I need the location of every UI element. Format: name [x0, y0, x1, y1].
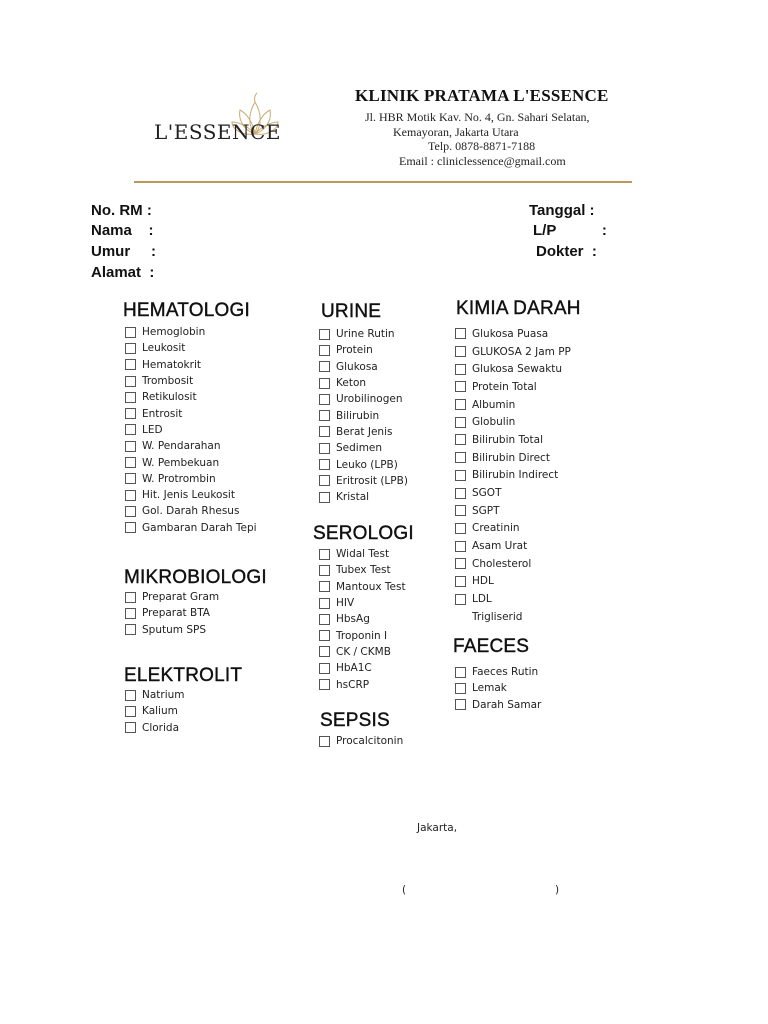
checkbox-label: Darah Samar: [472, 698, 542, 711]
checkbox-kimia-darah-8[interactable]: [455, 470, 466, 481]
checkbox-serologi-0[interactable]: [319, 549, 330, 560]
checklist-faeces: [455, 664, 541, 713]
checklist-item: [125, 622, 219, 638]
checkbox-label: LDL: [472, 593, 492, 606]
checkbox-label: Protein: [336, 344, 373, 357]
checkbox-kimia-darah-13[interactable]: [455, 558, 466, 569]
checklist-item: [455, 590, 571, 608]
checkbox-kimia-darah-1[interactable]: [455, 346, 466, 357]
header-divider: [134, 181, 632, 183]
checkbox-urine-1[interactable]: [319, 345, 330, 356]
checklist-item: [319, 595, 406, 611]
checkbox-serologi-6[interactable]: [319, 646, 330, 657]
checkbox-label: SGPT: [472, 504, 500, 517]
checkbox-hematologi-10[interactable]: [125, 490, 136, 501]
checklist-hematologi: [125, 324, 257, 536]
checkbox-label: Asam Urat: [472, 540, 528, 553]
checklist-item: [125, 438, 257, 454]
signature-open-paren: (: [402, 884, 407, 896]
checklist-item: [125, 340, 257, 356]
checkbox-label: Glukosa: [336, 360, 378, 373]
checkbox-label: Leukosit: [142, 342, 186, 355]
checkbox-urine-0[interactable]: [319, 329, 330, 340]
field-tanggal: Tanggal :: [529, 202, 595, 219]
checklist-item: [125, 454, 257, 470]
checklist-item: [319, 579, 406, 595]
checkbox-label: Hit. Jenis Leukosit: [142, 489, 235, 502]
checkbox-serologi-1[interactable]: [319, 565, 330, 576]
checkbox-label: Eritrosit (LPB): [336, 474, 408, 487]
checkbox-mikrobiologi-2[interactable]: [125, 624, 136, 635]
checkbox-urine-10[interactable]: [319, 492, 330, 503]
section-title-hematologi: HEMATOLOGI: [123, 300, 250, 321]
checkbox-hematologi-6[interactable]: [125, 424, 136, 435]
checkbox-label: Bilirubin Direct: [472, 451, 550, 464]
field-alamat: Alamat :: [91, 264, 155, 281]
checkbox-label: Hemoglobin: [142, 326, 206, 339]
checklist-item: [455, 555, 571, 573]
checklist-item: [319, 611, 406, 627]
checklist-item: [455, 697, 541, 713]
checkbox-label: W. Protrombin: [142, 472, 216, 485]
clinic-phone: Telp. 0878-8871-7188: [428, 139, 536, 153]
section-title-sepsis: SEPSIS: [320, 710, 390, 731]
field-dokter: Dokter :: [536, 243, 597, 260]
checklist-item: [455, 431, 571, 449]
checklist-item: [455, 608, 571, 626]
checkbox-label: HDL: [472, 575, 494, 588]
checkbox-label: Protein Total: [472, 380, 537, 393]
checklist-kimia-darah: [455, 325, 571, 626]
checkbox-kimia-darah-2[interactable]: [455, 364, 466, 375]
checkbox-label: Natrium: [142, 689, 185, 702]
checkbox-label: Entrosit: [142, 407, 183, 420]
checkbox-hematologi-8[interactable]: [125, 457, 136, 468]
checkbox-label: Bilirubin: [336, 409, 380, 422]
section-title-kimia-darah: KIMIA DARAH: [456, 298, 581, 319]
checkbox-serologi-5[interactable]: [319, 630, 330, 641]
checkbox-kimia-darah-12[interactable]: [455, 541, 466, 552]
checkbox-hematologi-5[interactable]: [125, 408, 136, 419]
checkbox-serologi-3[interactable]: [319, 598, 330, 609]
field-umur: Umur :: [91, 243, 157, 260]
checklist-item: [319, 359, 408, 375]
checkbox-label: HbA1C: [336, 662, 372, 675]
checkbox-label: Urobilinogen: [336, 393, 403, 406]
checklist-item: [455, 520, 571, 538]
checklist-item: [455, 680, 541, 696]
checkbox-kimia-darah-4[interactable]: [455, 399, 466, 410]
checkbox-kimia-darah-15[interactable]: [455, 594, 466, 605]
checklist-item: [319, 456, 408, 472]
field-no-rm: No. RM :: [91, 202, 152, 219]
checklist-item: [319, 326, 408, 342]
checklist-item: [455, 484, 571, 502]
checklist-item: [455, 378, 571, 396]
section-title-mikrobiologi: MIKROBIOLOGI: [124, 567, 267, 588]
checklist-item: [319, 733, 403, 749]
checkbox-elektrolit-2[interactable]: [125, 722, 136, 733]
checkbox-elektrolit-1[interactable]: [125, 706, 136, 717]
checklist-item: [125, 720, 185, 736]
checkbox-kimia-darah-7[interactable]: [455, 452, 466, 463]
checkbox-elektrolit-0[interactable]: [125, 690, 136, 701]
checkbox-label: CK / CKMB: [336, 645, 391, 658]
checkbox-label: Bilirubin Total: [472, 433, 544, 446]
checkbox-label: Trigliserid: [472, 610, 523, 623]
checkbox-label: HIV: [336, 597, 355, 610]
checkbox-serologi-8[interactable]: [319, 679, 330, 690]
checkbox-label: Kristal: [336, 491, 370, 504]
checklist-item: [319, 391, 408, 407]
checkbox-label: Urine Rutin: [336, 328, 395, 341]
checklist-item: [319, 342, 408, 358]
checkbox-kimia-darah-0[interactable]: [455, 328, 466, 339]
checklist-item: [455, 573, 571, 591]
checkbox-label: Preparat Gram: [142, 591, 220, 604]
checkbox-label: Cholesterol: [472, 557, 532, 570]
checkbox-label: W. Pembekuan: [142, 456, 220, 469]
checkbox-urine-8[interactable]: [319, 459, 330, 470]
checkbox-kimia-darah-10[interactable]: [455, 505, 466, 516]
checkbox-kimia-darah-5[interactable]: [455, 417, 466, 428]
checkbox-hematologi-1[interactable]: [125, 343, 136, 354]
checklist-item: [319, 627, 406, 643]
checkbox-hematologi-7[interactable]: [125, 441, 136, 452]
checklist-item: [125, 373, 257, 389]
section-title-faeces: FAECES: [453, 636, 530, 657]
section-title-urine: URINE: [321, 301, 382, 322]
checklist-item: [455, 413, 571, 431]
checklist-elektrolit: [125, 687, 185, 736]
checklist-item: [319, 375, 408, 391]
checklist-item: [455, 325, 571, 343]
clinic-name: KLINIK PRATAMA L'ESSENCE: [355, 86, 609, 105]
checklist-item: [455, 467, 571, 485]
checkbox-label: Procalcitonin: [336, 735, 404, 748]
checklist-item: [125, 389, 257, 405]
checkbox-label: Hematokrit: [142, 358, 201, 371]
checklist-serologi: [319, 546, 406, 693]
checklist-item: [125, 357, 257, 373]
checkbox-urine-4[interactable]: [319, 394, 330, 405]
checkbox-label: Preparat BTA: [142, 607, 210, 620]
checkbox-label: Leuko (LPB): [336, 458, 398, 471]
checkbox-kimia-darah-3[interactable]: [455, 381, 466, 392]
signature-close-paren: ): [555, 884, 560, 896]
checklist-item: [455, 502, 571, 520]
checkbox-serologi-7[interactable]: [319, 663, 330, 674]
checkbox-label: HbsAg: [336, 613, 370, 626]
checkbox-label: SGOT: [472, 487, 502, 500]
checkbox-serologi-2[interactable]: [319, 581, 330, 592]
checkbox-urine-9[interactable]: [319, 475, 330, 486]
checkbox-faeces-1[interactable]: [455, 683, 466, 694]
checklist-item: [125, 703, 185, 719]
checklist-item: [125, 422, 257, 438]
checkbox-urine-3[interactable]: [319, 378, 330, 389]
checklist-item: [319, 676, 406, 692]
checklist-item: [319, 424, 408, 440]
checklist-item: [125, 405, 257, 421]
checklist-item: [125, 605, 219, 621]
clinic-email: Email : cliniclessence@gmail.com: [399, 154, 566, 168]
checkbox-label: Sputum SPS: [142, 623, 206, 636]
checklist-item: [125, 589, 219, 605]
checklist-item: [125, 471, 257, 487]
checklist-item: [319, 473, 408, 489]
clinic-address-line-2: Kemayoran, Jakarta Utara: [393, 125, 519, 139]
checklist-item: [319, 562, 406, 578]
checkbox-hematologi-12[interactable]: [125, 522, 136, 533]
checkbox-hematologi-4[interactable]: [125, 392, 136, 403]
checkbox-label: Trombosit: [142, 375, 194, 388]
checkbox-urine-5[interactable]: [319, 410, 330, 421]
checkbox-label: LED: [142, 423, 163, 436]
checklist-item: [455, 343, 571, 361]
checkbox-label: Mantoux Test: [336, 580, 406, 593]
checkbox-label: hsCRP: [336, 678, 370, 691]
checkbox-label: Tubex Test: [336, 564, 391, 577]
checklist-item: [319, 407, 408, 423]
checklist-sepsis: [319, 733, 403, 749]
checklist-mikrobiologi: [125, 589, 219, 638]
checklist-item: [455, 537, 571, 555]
checkbox-urine-2[interactable]: [319, 361, 330, 372]
checklist-item: [455, 664, 541, 680]
field-lp: L/P :: [533, 222, 607, 239]
checkbox-label: Clorida: [142, 721, 180, 734]
checkbox-label: Creatinin: [472, 522, 520, 535]
checkbox-hematologi-11[interactable]: [125, 506, 136, 517]
checklist-urine: [319, 326, 408, 505]
checklist-item: [319, 660, 406, 676]
section-title-elektrolit: ELEKTROLIT: [124, 665, 243, 686]
checkbox-hematologi-9[interactable]: [125, 473, 136, 484]
checkbox-mikrobiologi-1[interactable]: [125, 608, 136, 619]
checkbox-label: Berat Jenis: [336, 425, 393, 438]
checkbox-label: GLUKOSA 2 Jam PP: [472, 345, 571, 358]
checklist-item: [125, 687, 185, 703]
checkbox-kimia-darah-6[interactable]: [455, 434, 466, 445]
checkbox-serologi-4[interactable]: [319, 614, 330, 625]
checkbox-label: Sedimen: [336, 442, 383, 455]
checkbox-label: Gol. Darah Rhesus: [142, 505, 240, 518]
signature-place: Jakarta,: [417, 822, 458, 834]
section-title-serologi: SEROLOGI: [313, 523, 414, 544]
checklist-item: [455, 449, 571, 467]
checkbox-kimia-darah-14[interactable]: [455, 576, 466, 587]
clinic-address-line-1: Jl. HBR Motik Kav. No. 4, Gn. Sahari Selatan,: [365, 110, 590, 124]
checkbox-label: Keton: [336, 377, 367, 390]
clinic-logo: [150, 92, 285, 152]
checkbox-hematologi-3[interactable]: [125, 376, 136, 387]
checkbox-sepsis-0[interactable]: [319, 736, 330, 747]
checkbox-faeces-0[interactable]: [455, 667, 466, 678]
checklist-item: [319, 489, 408, 505]
checkbox-label: Widal Test: [336, 548, 390, 561]
checkbox-urine-6[interactable]: [319, 426, 330, 437]
checkbox-label: Kalium: [142, 705, 178, 718]
checklist-item: [125, 520, 257, 536]
checkbox-urine-7[interactable]: [319, 443, 330, 454]
checklist-item: [455, 360, 571, 378]
checkbox-label: Globulin: [472, 416, 516, 429]
checkbox-kimia-darah-9[interactable]: [455, 488, 466, 499]
logo-text: L'ESSENCE: [154, 120, 281, 144]
checkbox-label: Lemak: [472, 682, 507, 695]
checkbox-hematologi-2[interactable]: [125, 359, 136, 370]
checkbox-label: Glukosa Puasa: [472, 327, 549, 340]
field-nama: Nama :: [91, 222, 154, 239]
checklist-item: [125, 503, 257, 519]
checkbox-label: Faeces Rutin: [472, 666, 539, 679]
checklist-item: [319, 440, 408, 456]
checklist-item: [125, 487, 257, 503]
checkbox-label: Retikulosit: [142, 391, 197, 404]
checkbox-label: Glukosa Sewaktu: [472, 363, 563, 376]
checkbox-label: Albumin: [472, 398, 516, 411]
checkbox-label: Gambaran Darah Tepi: [142, 521, 257, 534]
checkbox-label: Troponin I: [336, 629, 388, 642]
checkbox-label: W. Pendarahan: [142, 440, 221, 453]
checkbox-faeces-2[interactable]: [455, 699, 466, 710]
checklist-item: [319, 546, 406, 562]
checkbox-kimia-darah-11[interactable]: [455, 523, 466, 534]
checkbox-hematologi-0[interactable]: [125, 327, 136, 338]
checkbox-label: Bilirubin Indirect: [472, 469, 559, 482]
checklist-item: [455, 396, 571, 414]
checklist-item: [319, 644, 406, 660]
checklist-item: [125, 324, 257, 340]
checkbox-mikrobiologi-0[interactable]: [125, 592, 136, 603]
